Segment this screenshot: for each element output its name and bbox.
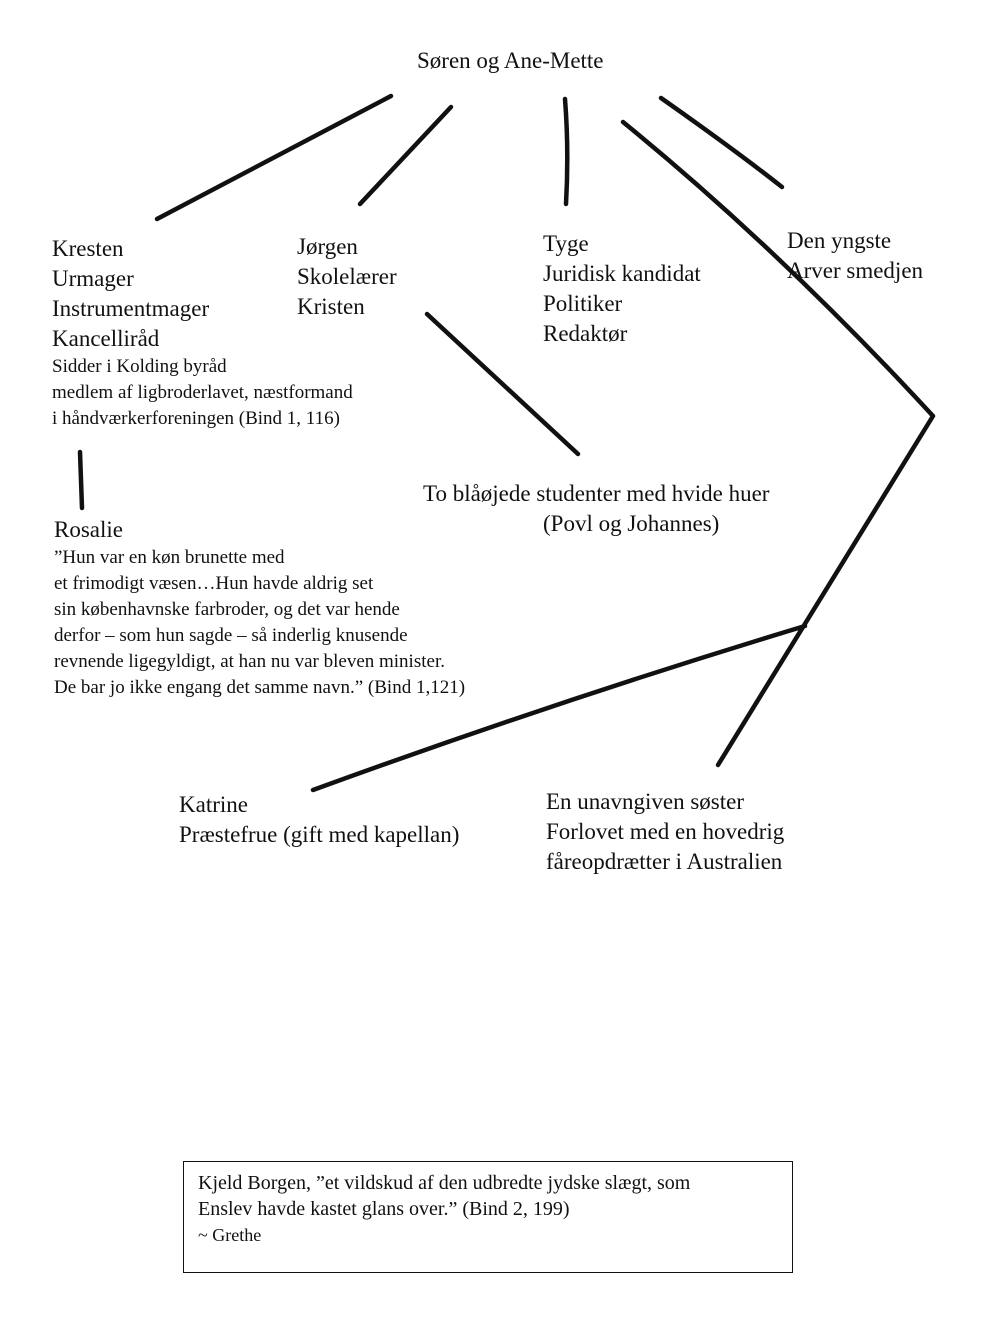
- jorgen-name: Jørgen: [297, 234, 358, 259]
- tyge-name: Tyge: [543, 231, 589, 256]
- node-jorgen: [297, 232, 397, 322]
- tyge-role-2: Politiker: [543, 291, 623, 316]
- rosalie-quote-1: ”Hun var en køn brunette med: [54, 547, 285, 568]
- jorgen-role-1: Skolelærer: [297, 264, 397, 289]
- yngste-role: Arver smedjen: [787, 258, 924, 283]
- connector-to-yngste: [661, 98, 782, 187]
- rosalie-quote-5: revnende ligegyldigt, at han nu var bleven minister.: [54, 651, 445, 672]
- rosalie-quote-2: et frimodigt væsen…Hun havde aldrig set: [54, 573, 374, 594]
- connector-to-jorgen: [360, 107, 451, 204]
- connector-to-tyge: [565, 99, 567, 204]
- citation-line-1: Kjeld Borgen, ”et vildskud af den udbredte jydske slægt, som: [198, 1172, 691, 1194]
- katrine-role: Præstefrue (gift med kapellan): [179, 822, 460, 847]
- node-tyge: [543, 229, 701, 349]
- yngste-name: Den yngste: [787, 228, 892, 253]
- node-unnamed-sister: [546, 787, 784, 877]
- node-rosalie: [54, 515, 465, 701]
- node-yngste: [787, 226, 923, 286]
- connector-to-rosalie: [80, 452, 82, 508]
- citation-line-2: Enslev havde kastet glans over.” (Bind 2, 199): [198, 1198, 570, 1220]
- node-katrine: [179, 790, 459, 850]
- kresten-note-3: i håndværkerforeningen (Bind 1, 116): [52, 408, 340, 429]
- jorgen-role-2: Kristen: [297, 294, 365, 319]
- kresten-name: Kresten: [52, 236, 124, 261]
- rosalie-quote-4: derfor – som hun sagde – så inderlig knusende: [54, 625, 408, 646]
- sister-name: En unavngiven søster: [546, 789, 745, 814]
- kresten-role-1: Urmager: [52, 266, 134, 291]
- connector-to-kresten: [157, 96, 391, 219]
- kresten-note-1: Sidder i Kolding byråd: [52, 356, 227, 377]
- citation-box: [183, 1161, 793, 1273]
- studenter-label: To blåøjede studenter med hvide huer: [423, 481, 770, 506]
- rosalie-quote-6: De bar jo ikke engang det samme navn.” (Bind 1,121): [54, 677, 466, 698]
- sister-role-1: Forlovet med en hovedrig: [546, 819, 785, 844]
- parents-label: Søren og Ane-Mette: [417, 48, 604, 73]
- node-studenter: [423, 479, 823, 539]
- rosalie-name: Rosalie: [54, 517, 123, 542]
- katrine-name: Katrine: [179, 792, 248, 817]
- sister-role-2: fåreopdrætter i Australien: [546, 849, 783, 874]
- studenter-names: (Povl og Johannes): [543, 511, 720, 536]
- tyge-role-3: Redaktør: [543, 321, 628, 346]
- kresten-role-2: Instrumentmager: [52, 296, 210, 321]
- rosalie-quote-3: sin københavnske farbroder, og det var hende: [54, 599, 400, 620]
- citation-signature: ~ Grethe: [198, 1225, 262, 1245]
- tyge-role-1: Juridisk kandidat: [543, 261, 701, 286]
- kresten-role-3: Kancelliråd: [52, 326, 160, 351]
- kresten-note-2: medlem af ligbroderlavet, næstformand: [52, 382, 353, 403]
